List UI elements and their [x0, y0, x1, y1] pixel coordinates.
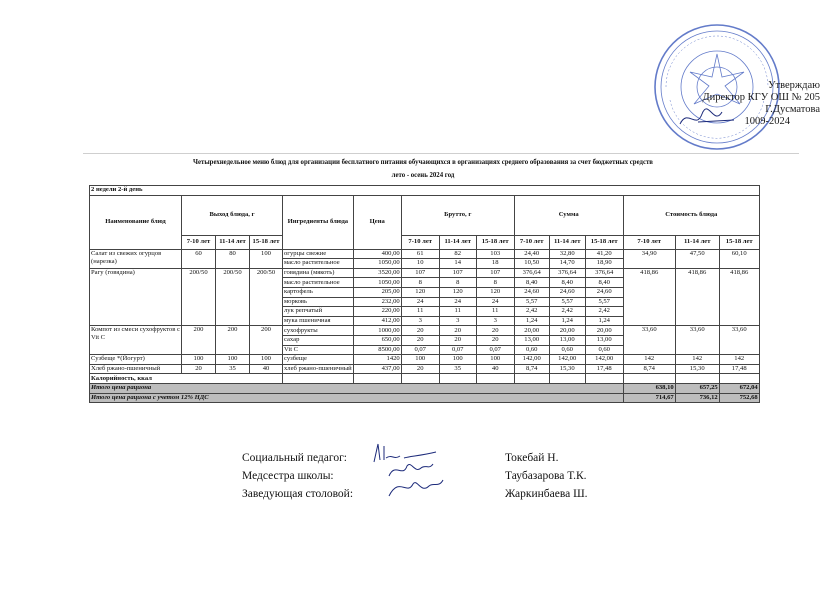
ingredient-sum: 8,74 — [514, 364, 549, 374]
ingredient-sum: 14,70 — [549, 259, 585, 269]
ingredient-brutto: 82 — [439, 249, 476, 259]
total-value: 672,04 — [719, 383, 759, 393]
ingredient-price: 1050,00 — [353, 259, 401, 269]
approval-line4: 1009-2024 — [744, 116, 790, 127]
ingredient-sum: 17,48 — [585, 364, 623, 374]
empty-cell — [353, 374, 401, 384]
dish-cost: 47,50 — [675, 249, 719, 268]
dish-cost: 142 — [623, 355, 675, 365]
ingredient-brutto: 24 — [439, 297, 476, 307]
menu-season: лето - осень 2024 год — [391, 172, 455, 179]
dish-cost: 418,86 — [719, 268, 759, 326]
dish-cost: 142 — [675, 355, 719, 365]
ingredient-brutto: 61 — [401, 249, 439, 259]
ingredient-sum: 0,60 — [585, 345, 623, 355]
ingredient-price: 3520,00 — [353, 268, 401, 278]
dish-cost: 60,10 — [719, 249, 759, 268]
total-vat-label: Итого цена рациона с учетом 12% НДС — [90, 393, 624, 403]
dish-yield: 200 — [216, 326, 250, 355]
ingredient-sum: 24,60 — [514, 287, 549, 297]
signature-name-0: Токебай Н. — [505, 452, 559, 464]
ingredient-price: 232,00 — [353, 297, 401, 307]
signature-role-1: Медсестра школы: — [242, 470, 334, 482]
dish-name: Рагу (говядина) — [90, 268, 182, 326]
ingredient-sum: 2,42 — [585, 307, 623, 317]
calories-label: Калорийность, ккал — [90, 374, 283, 384]
age-header-sum-1: 11-14 лет — [549, 235, 585, 249]
dish-name: Сузбеще *(Йогурт) — [90, 355, 182, 365]
dish-name: Хлеб ржано-пшеничный — [90, 364, 182, 374]
ingredient-price: 1050,00 — [353, 278, 401, 288]
ingredient-brutto: 107 — [476, 268, 514, 278]
ingredient-price: 412,00 — [353, 316, 401, 326]
ingredient-brutto: 120 — [401, 287, 439, 297]
ingredient-name: лук репчатый — [283, 307, 354, 317]
dish-yield: 200/50 — [250, 268, 283, 326]
signature-name-2: Жаркинбаева Ш. — [505, 488, 588, 500]
week-day-label: 2 недели 2-й день — [90, 186, 760, 196]
ingredient-name: морковь — [283, 297, 354, 307]
empty-cell — [719, 374, 759, 384]
dish-yield: 60 — [182, 249, 216, 268]
age-header-sum-2: 15-18 лет — [585, 235, 623, 249]
nurse-signature — [385, 458, 435, 480]
ingredient-brutto: 24 — [476, 297, 514, 307]
ingredient-sum: 32,80 — [549, 249, 585, 259]
col-ingredients: Ингредиенты блюда — [283, 195, 354, 249]
ingredient-name: масло растительное — [283, 278, 354, 288]
ingredient-price: 8500,00 — [353, 345, 401, 355]
ingredient-brutto: 3 — [439, 316, 476, 326]
ingredient-brutto: 100 — [439, 355, 476, 365]
col-dish-name: Наименование блюд — [90, 195, 182, 249]
dish-cost: 33,60 — [675, 326, 719, 355]
ingredient-sum: 5,57 — [585, 297, 623, 307]
ingredient-name: картофель — [283, 287, 354, 297]
ingredient-name: сузбеще — [283, 355, 354, 365]
age-header-sum-0: 7-10 лет — [514, 235, 549, 249]
ingredient-sum: 13,00 — [585, 335, 623, 345]
ingredient-brutto: 20 — [439, 335, 476, 345]
ingredient-brutto: 0,07 — [439, 345, 476, 355]
ingredient-sum: 142,00 — [549, 355, 585, 365]
age-header-yield-0: 7-10 лет — [182, 235, 216, 249]
ingredient-price: 400,00 — [353, 249, 401, 259]
table-row — [90, 364, 760, 374]
ingredient-price: 650,00 — [353, 335, 401, 345]
dish-cost: 15,30 — [675, 364, 719, 374]
dish-cost: 17,48 — [719, 364, 759, 374]
age-header-cost-1: 11-14 лет — [675, 235, 719, 249]
dish-yield: 35 — [216, 364, 250, 374]
ingredient-brutto: 107 — [401, 268, 439, 278]
ingredient-brutto: 18 — [476, 259, 514, 269]
ingredient-brutto: 20 — [476, 335, 514, 345]
ingredient-sum: 376,64 — [585, 268, 623, 278]
dish-cost: 142 — [719, 355, 759, 365]
ingredient-sum: 5,57 — [514, 297, 549, 307]
dish-yield: 100 — [182, 355, 216, 365]
dish-cost: 33,60 — [623, 326, 675, 355]
ingredient-brutto: 120 — [439, 287, 476, 297]
dish-yield: 200/50 — [182, 268, 216, 326]
ingredient-sum: 1,24 — [514, 316, 549, 326]
dish-cost: 33,60 — [719, 326, 759, 355]
ingredient-brutto: 20 — [401, 364, 439, 374]
approval-line1: Утверждаю — [768, 80, 820, 91]
ingredient-name: сахар — [283, 335, 354, 345]
age-header-yield-2: 15-18 лет — [250, 235, 283, 249]
ingredient-sum: 8,40 — [514, 278, 549, 288]
dish-name: Салат из свежих огурцов (нарезка) — [90, 249, 182, 268]
signature-role-2: Заведующая столовой: — [242, 488, 354, 500]
age-header-yield-1: 11-14 лет — [216, 235, 250, 249]
ingredient-sum: 41,20 — [585, 249, 623, 259]
ingredient-name: мука пшеничная — [283, 316, 354, 326]
ingredient-price: 437,00 — [353, 364, 401, 374]
ingredient-brutto: 10 — [401, 259, 439, 269]
ingredient-brutto: 120 — [476, 287, 514, 297]
dish-yield: 200 — [182, 326, 216, 355]
ingredient-sum: 13,00 — [549, 335, 585, 345]
total-vat-value: 752,68 — [719, 393, 759, 403]
ingredient-brutto: 107 — [439, 268, 476, 278]
dish-yield: 200/50 — [216, 268, 250, 326]
empty-cell — [675, 374, 719, 384]
ingredient-name: сухофрукты — [283, 326, 354, 336]
col-cost: Стоимость блюда — [623, 195, 759, 235]
ingredient-sum: 5,57 — [549, 297, 585, 307]
ingredient-name: Vit C — [283, 345, 354, 355]
ingredient-sum: 18,90 — [585, 259, 623, 269]
director-signature — [678, 104, 738, 132]
ingredient-brutto: 11 — [439, 307, 476, 317]
dish-name: Компот из смеси сухофруктов с Vit C — [90, 326, 182, 355]
age-header-brutto-2: 15-18 лет — [476, 235, 514, 249]
empty-cell — [401, 374, 439, 384]
age-header-cost-0: 7-10 лет — [623, 235, 675, 249]
ingredient-name: масло растительное — [283, 259, 354, 269]
ingredient-price: 205,00 — [353, 287, 401, 297]
ingredient-sum: 24,40 — [514, 249, 549, 259]
empty-cell — [549, 374, 585, 384]
ingredient-price: 1000,00 — [353, 326, 401, 336]
ingredient-price: 220,00 — [353, 307, 401, 317]
ingredient-sum: 1,24 — [585, 316, 623, 326]
ingredient-sum: 8,40 — [585, 278, 623, 288]
ingredient-brutto: 0,07 — [476, 345, 514, 355]
empty-cell — [585, 374, 623, 384]
col-brutto: Брутто, г — [401, 195, 514, 235]
dish-cost: 418,86 — [675, 268, 719, 326]
table-row — [90, 249, 760, 259]
ingredient-sum: 20,00 — [585, 326, 623, 336]
ingredient-sum: 2,42 — [514, 307, 549, 317]
empty-cell — [439, 374, 476, 384]
ingredient-brutto: 8 — [439, 278, 476, 288]
ingredient-sum: 8,40 — [549, 278, 585, 288]
col-yield: Выход блюда, г — [182, 195, 283, 235]
empty-cell — [514, 374, 549, 384]
table-row — [90, 326, 760, 336]
age-header-brutto-0: 7-10 лет — [401, 235, 439, 249]
total-value: 638,10 — [623, 383, 675, 393]
ingredient-name: хлеб ржано-пшеничный — [284, 365, 352, 373]
ingredient-sum: 2,42 — [549, 307, 585, 317]
signature-name-1: Таубазарова Т.К. — [505, 470, 587, 482]
ingredient-sum: 142,00 — [514, 355, 549, 365]
ingredient-price: 1420 — [353, 355, 401, 365]
ingredient-brutto: 20 — [476, 326, 514, 336]
age-header-brutto-1: 11-14 лет — [439, 235, 476, 249]
dish-cost: 418,86 — [623, 268, 675, 326]
ingredient-sum: 0,60 — [514, 345, 549, 355]
age-header-cost-2: 15-18 лет — [719, 235, 759, 249]
empty-cell — [283, 374, 354, 384]
total-vat-value: 736,12 — [675, 393, 719, 403]
ingredient-name: огурцы свежие — [283, 249, 354, 259]
ingredient-sum: 1,24 — [549, 316, 585, 326]
approval-line3: Г.Дусматова — [765, 104, 820, 115]
dish-yield: 100 — [250, 355, 283, 365]
ingredient-sum: 24,60 — [585, 287, 623, 297]
menu-table — [89, 185, 760, 403]
ingredient-brutto: 20 — [401, 326, 439, 336]
ingredient-brutto: 11 — [401, 307, 439, 317]
ingredient-brutto: 11 — [476, 307, 514, 317]
ingredient-brutto: 8 — [401, 278, 439, 288]
ingredient-brutto: 0,07 — [401, 345, 439, 355]
ingredient-brutto: 8 — [476, 278, 514, 288]
dish-cost: 34,90 — [623, 249, 675, 268]
col-sum: Сумма — [514, 195, 623, 235]
canteen-head-signature — [385, 474, 445, 500]
ingredient-brutto: 24 — [401, 297, 439, 307]
ingredient-sum: 15,30 — [549, 364, 585, 374]
total-value: 657,25 — [675, 383, 719, 393]
table-row — [90, 268, 760, 278]
ingredient-sum: 24,60 — [549, 287, 585, 297]
ingredient-brutto: 3 — [476, 316, 514, 326]
col-price: Цена — [353, 195, 401, 249]
ingredient-sum: 10,50 — [514, 259, 549, 269]
ingredient-brutto: 14 — [439, 259, 476, 269]
ingredient-sum: 0,60 — [549, 345, 585, 355]
table-row — [90, 355, 760, 365]
ingredient-sum: 376,64 — [549, 268, 585, 278]
ingredient-sum: 20,00 — [514, 326, 549, 336]
ingredient-brutto: 35 — [439, 364, 476, 374]
ingredient-brutto: 103 — [476, 249, 514, 259]
ingredient-brutto: 20 — [401, 335, 439, 345]
ingredient-brutto: 100 — [401, 355, 439, 365]
ingredient-sum: 13,00 — [514, 335, 549, 345]
menu-sheet — [83, 153, 799, 449]
ingredient-brutto: 40 — [476, 364, 514, 374]
total-label: Итого цена рациона — [90, 383, 624, 393]
ingredient-name: говядина (мякоть) — [283, 268, 354, 278]
signature-role-0: Социальный педагог: — [242, 452, 347, 464]
dish-cost: 8,74 — [623, 364, 675, 374]
ingredient-sum: 376,64 — [514, 268, 549, 278]
ingredient-brutto: 20 — [439, 326, 476, 336]
dish-yield: 80 — [216, 249, 250, 268]
ingredient-sum: 20,00 — [549, 326, 585, 336]
ingredient-brutto: 3 — [401, 316, 439, 326]
ingredient-brutto: 100 — [476, 355, 514, 365]
dish-yield: 20 — [182, 364, 216, 374]
empty-cell — [476, 374, 514, 384]
dish-yield: 40 — [250, 364, 283, 374]
ingredient-sum: 142,00 — [585, 355, 623, 365]
dish-yield: 100 — [250, 249, 283, 268]
total-vat-value: 714,67 — [623, 393, 675, 403]
approval-line2: Директор КГУ ОШ № 205 — [702, 92, 820, 103]
empty-cell — [623, 374, 675, 384]
dish-yield: 200 — [250, 326, 283, 355]
dish-yield: 100 — [216, 355, 250, 365]
menu-title: Четырехнедельное меню блюд для организации бесплатного питания обучающихся в организациях среднего образования за счет бюджетных средств — [193, 159, 653, 166]
